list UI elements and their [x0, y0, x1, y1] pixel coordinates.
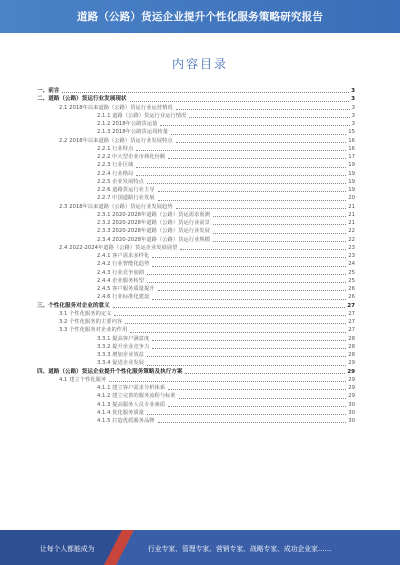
toc-entry-title: 2.4.5 客户服务质量提升	[97, 286, 155, 292]
toc-entry[interactable]	[37, 351, 355, 359]
toc-entry-title: 2.2.3 行业区域	[97, 162, 134, 169]
toc-entry-page: 22	[348, 236, 355, 243]
toc-entry-page: 23	[348, 253, 355, 259]
toc-entry[interactable]	[37, 293, 355, 301]
toc-entry[interactable]	[37, 260, 355, 268]
toc-entry-title: 2.2.6 道路货运行业主导	[97, 187, 155, 193]
toc-entry[interactable]	[37, 236, 355, 244]
toc-entry[interactable]	[37, 401, 355, 409]
toc-entry-title: 2.4.4 企业服务转型	[97, 277, 144, 284]
toc-entry-page: 28	[348, 335, 355, 342]
toc-entry-title: 2.3.2 2020-2028年道路（公路）货运行业前景	[97, 220, 210, 226]
toc-entry-title: 2.1 2018年以来道路（公路）货运行业运营情况	[59, 104, 173, 111]
toc-entry-title: 3.3.4 促进企业发展	[97, 360, 144, 367]
toc-entry-title: 2.2.4 行业格局	[97, 170, 134, 177]
toc-entry-title: 3.2 个性化服务的主要内容	[59, 319, 123, 325]
toc-entry-title: 2.3.3 2020-2028年道路（公路）货运行业发展	[97, 228, 210, 235]
toc-dot-leader	[176, 142, 347, 143]
toc-entry[interactable]	[37, 302, 355, 310]
toc-entry[interactable]	[37, 194, 355, 202]
toc-entry-title: 四、道路（公路）货运企业提升个性化服务策略及执行方案	[37, 368, 183, 375]
toc-dot-leader	[213, 224, 346, 225]
toc-entry[interactable]	[37, 211, 355, 219]
toc-entry-page: 26	[348, 294, 355, 301]
toc-entry-title: 2.3.4 2020-2028年道路（公路）货运行业规模	[97, 236, 210, 243]
toc-dot-leader	[136, 175, 346, 176]
toc-dot-leader	[114, 315, 346, 316]
toc-entry[interactable]	[37, 112, 355, 120]
toc-entry[interactable]	[37, 368, 355, 376]
footer-slogan: 让每个人都能成为	[40, 545, 95, 553]
toc-entry-title: 2.1.2 2018年公路货运量	[97, 121, 158, 127]
toc-entry-page: 21	[348, 203, 355, 210]
toc-entry-page: 23	[348, 244, 355, 251]
toc-entry-page: 30	[348, 401, 355, 408]
toc-entry-page: 19	[348, 170, 355, 177]
toc-dot-leader	[147, 365, 346, 366]
toc-entry[interactable]	[37, 87, 355, 95]
toc-dot-leader	[136, 167, 346, 168]
toc-dot-leader	[185, 373, 345, 374]
toc-entry[interactable]	[37, 104, 355, 112]
toc-dot-leader	[160, 125, 349, 126]
toc-dot-leader	[176, 109, 350, 110]
toc-dot-leader	[130, 332, 346, 333]
toc-entry-page: 27	[348, 319, 355, 325]
toc-entry[interactable]	[37, 153, 355, 161]
toc-entry[interactable]	[37, 145, 355, 153]
toc-entry-page: 19	[348, 178, 355, 185]
toc-entry-page: 28	[348, 343, 355, 350]
report-header-banner	[0, 0, 400, 33]
toc-entry[interactable]	[37, 137, 355, 145]
toc-dot-leader	[168, 389, 346, 390]
toc-entry-page: 24	[348, 261, 355, 268]
toc-entry[interactable]	[37, 219, 355, 227]
toc-entry[interactable]	[37, 252, 355, 260]
toc-entry[interactable]	[37, 409, 355, 417]
toc-dot-leader	[113, 307, 345, 308]
toc-entry[interactable]	[37, 376, 355, 384]
toc-entry-page: 3	[351, 121, 355, 127]
toc-entry[interactable]	[37, 244, 355, 252]
toc-entry-page: 30	[348, 418, 355, 424]
toc-entry-title: 二、道路（公路）货运行业发展现状	[37, 96, 127, 103]
toc-entry[interactable]	[37, 310, 355, 318]
toc-dot-leader	[147, 356, 346, 357]
toc-dot-leader	[168, 158, 346, 159]
toc-entry[interactable]	[37, 120, 355, 128]
toc-entry-title: 4.1.1 建立客户需求分析体系	[97, 385, 166, 391]
toc-dot-leader	[62, 92, 349, 93]
toc-entry-page: 3	[351, 112, 355, 119]
toc-entry-title: 2.4.2 行业智能化趋势	[97, 261, 150, 268]
toc-entry-page: 25	[348, 269, 355, 276]
toc-dot-leader	[152, 266, 346, 267]
toc-entry[interactable]	[37, 417, 355, 425]
toc-entry-page: 16	[348, 137, 355, 144]
toc-entry[interactable]	[37, 392, 355, 400]
toc-entry[interactable]	[37, 318, 355, 326]
toc-entry[interactable]	[37, 128, 355, 136]
toc-entry[interactable]	[37, 285, 355, 293]
table-of-contents	[37, 87, 355, 425]
toc-entry[interactable]	[37, 384, 355, 392]
toc-entry-page: 20	[348, 195, 355, 202]
toc-entry-page: 25	[348, 277, 355, 284]
toc-dot-leader	[152, 299, 346, 300]
toc-dot-leader	[130, 101, 350, 102]
toc-entry-title: 2.3.1 2020-2028年道路（公路）货运需求预测	[97, 211, 210, 218]
toc-dot-leader	[158, 290, 347, 291]
toc-dot-leader	[147, 282, 346, 283]
toc-entry-page: 26	[348, 286, 355, 292]
toc-entry-title: 2.2.7 中国道路行业发展	[97, 195, 155, 202]
toc-entry-page: 29	[348, 393, 355, 400]
toc-entry-page: 29	[347, 368, 355, 375]
toc-entry-title: 2.1.3 2018年公路货运周转量	[97, 129, 169, 136]
toc-dot-leader	[147, 414, 346, 415]
toc-entry-page: 30	[348, 409, 355, 416]
toc-entry[interactable]	[37, 178, 355, 186]
toc-entry-title: 3.3.3 增加企业效益	[97, 352, 144, 358]
toc-entry[interactable]	[37, 95, 355, 103]
toc-entry-page: 3	[351, 104, 355, 111]
toc-entry-page: 27	[348, 310, 355, 317]
toc-entry-title: 2.4.1 客户需求多样化	[97, 253, 150, 259]
toc-entry-page: 29	[348, 360, 355, 367]
toc-dot-leader	[158, 422, 347, 423]
toc-dot-leader	[158, 191, 347, 192]
toc-entry-page: 29	[348, 376, 355, 383]
toc-entry-page: 15	[348, 129, 355, 136]
footer-tagline: 行业专家、管理专家、营销专家、战略专家、成功企业家……	[148, 545, 332, 553]
toc-entry-page: 19	[348, 187, 355, 193]
toc-entry-title: 2.4.3 行业竞争加剧	[97, 269, 144, 276]
toc-dot-leader	[213, 241, 346, 242]
toc-entry-title: 2.2.1 行业特点	[97, 145, 134, 152]
toc-entry[interactable]	[37, 170, 355, 178]
toc-entry-title: 4.1.3 提高服务人员专业素质	[97, 401, 166, 408]
toc-entry[interactable]	[37, 335, 355, 343]
toc-entry-page: 21	[348, 211, 355, 218]
toc-dot-leader	[171, 134, 346, 135]
toc-entry-title: 4.1.2 建立完善的服务流程与标准	[97, 393, 176, 400]
toc-entry-title: 3.3.1 提高客户满意度	[97, 335, 150, 342]
footer-banner	[0, 530, 400, 565]
toc-dot-leader	[125, 323, 346, 324]
toc-entry-page: 27	[348, 327, 355, 334]
toc-dot-leader	[180, 249, 346, 250]
toc-dot-leader	[152, 348, 346, 349]
toc-entry-title: 3.3 个性化服务对企业的作用	[59, 327, 128, 334]
toc-entry-title: 4.1.5 打造优质服务品牌	[97, 418, 155, 424]
toc-entry-title: 4.1.4 优化服务质量	[97, 409, 144, 416]
toc-entry[interactable]	[37, 161, 355, 169]
toc-dot-leader	[147, 274, 346, 275]
toc-entry-title: 2.2.2 中大型企业市场化份额	[97, 154, 166, 160]
toc-entry-page: 29	[348, 385, 355, 391]
toc-entry-page: 28	[348, 352, 355, 358]
toc-entry-page: 16	[348, 145, 355, 152]
toc-entry-page: 27	[347, 302, 355, 309]
toc-entry-title: 2.4 2022-2024年道路（公路）货运企业发展展望	[59, 244, 178, 251]
toc-entry-title: 2.1.1 道路（公路）货运行业运行情况	[97, 112, 187, 119]
toc-entry-title: 3.1 个性化服务的定义	[59, 310, 112, 317]
toc-entry-title: 3.3.2 提升企业竞争力	[97, 343, 150, 350]
toc-dot-leader	[136, 150, 346, 151]
toc-entry-title: 2.2.5 企业发展特点	[97, 178, 144, 185]
toc-dot-leader	[176, 208, 347, 209]
toc-entry[interactable]	[37, 269, 355, 277]
toc-entry-page: 17	[348, 154, 355, 160]
toc-dot-leader	[179, 398, 347, 399]
toc-entry-title: 一、前言	[37, 88, 60, 94]
toc-entry-title: 2.4.6 行业标准化建设	[97, 294, 150, 301]
toc-dot-leader	[189, 117, 349, 118]
toc-dot-leader	[152, 340, 346, 341]
toc-entry[interactable]	[37, 186, 355, 194]
toc-entry-title: 2.2 2018年以来道路（公路）货运行业发展特点	[59, 137, 173, 144]
toc-entry-page: 22	[348, 228, 355, 235]
toc-entry[interactable]	[37, 326, 355, 334]
toc-entry-page: 3	[351, 88, 355, 94]
toc-entry-page: 21	[348, 220, 355, 226]
toc-dot-leader	[152, 257, 346, 258]
toc-entry-page: 19	[348, 162, 355, 169]
toc-heading: 内容目录	[171, 57, 228, 71]
toc-entry-title: 2.3 2018年以来道路（公路）货运行业发展趋势	[59, 203, 173, 210]
toc-dot-leader	[168, 406, 346, 407]
toc-dot-leader	[213, 233, 346, 234]
toc-entry[interactable]	[37, 203, 355, 211]
toc-entry-title: 三、个性化服务对企业的意义	[37, 302, 110, 309]
toc-entry[interactable]	[37, 359, 355, 367]
report-title: 道路（公路）货运企业提升个性化服务策略研究报告	[76, 11, 324, 23]
toc-dot-leader	[158, 200, 347, 201]
toc-dot-leader	[109, 381, 346, 382]
toc-entry[interactable]	[37, 343, 355, 351]
toc-entry-title: 4.1 建立个性化服务	[59, 376, 107, 383]
toc-entry[interactable]	[37, 227, 355, 235]
toc-entry-page: 3	[351, 96, 355, 103]
toc-dot-leader	[213, 216, 346, 217]
toc-entry[interactable]	[37, 277, 355, 285]
toc-dot-leader	[147, 183, 346, 184]
